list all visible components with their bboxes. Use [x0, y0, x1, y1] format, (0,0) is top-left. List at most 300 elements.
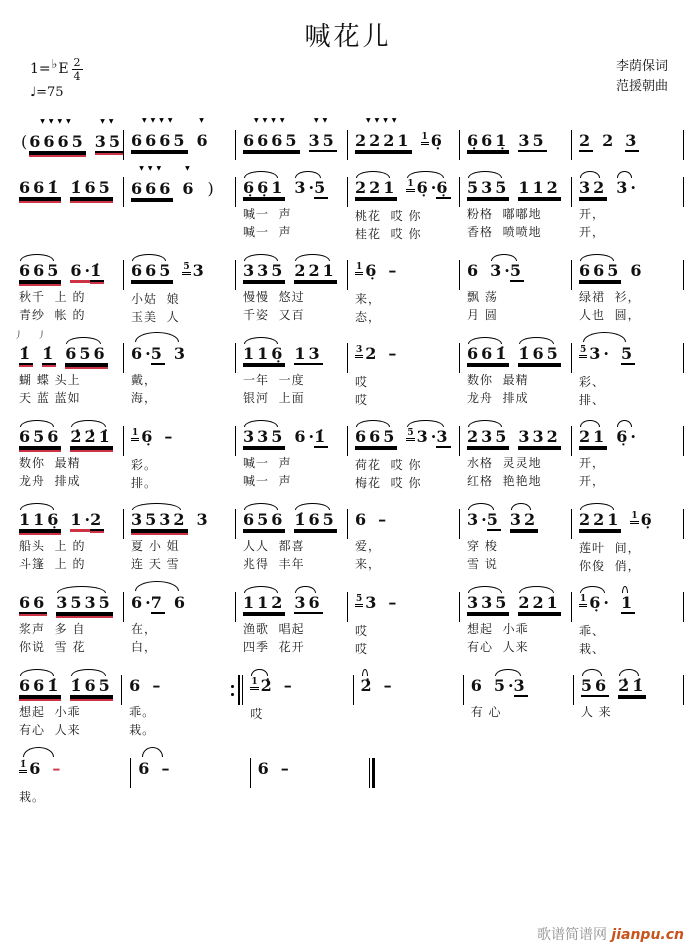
- measure: [460, 496, 571, 574]
- measure: [236, 496, 347, 574]
- lyric-row-2: 开，: [579, 224, 606, 239]
- beat-slur: [243, 593, 286, 612]
- note-group: 656: [65, 344, 108, 363]
- accent-marks: ▼▼: [100, 118, 118, 125]
- beat: [152, 676, 164, 695]
- measure: [12, 330, 123, 408]
- note-group: –: [152, 676, 164, 695]
- beat-slur: [620, 593, 636, 612]
- notation-row: [577, 579, 636, 623]
- score: [10, 115, 686, 807]
- measure: [348, 496, 459, 574]
- lyric-row-1: 彩。: [131, 458, 158, 472]
- grace-note: 1: [250, 678, 258, 690]
- beat-slur: [618, 676, 647, 695]
- lyric-row-1: 蝴 蝶 头上: [19, 372, 81, 387]
- beat-slur: [243, 344, 286, 363]
- beat: [173, 593, 188, 612]
- note-group: 2̇1̇: [618, 676, 647, 695]
- note-group: 112: [518, 178, 561, 197]
- notation-row: [577, 117, 640, 159]
- note-group: 656: [243, 510, 286, 529]
- measure: [348, 330, 459, 410]
- accent-marks: ▼▼▼▼: [40, 118, 75, 125]
- lyric-row-1: 浆声 多 自: [19, 621, 86, 636]
- beat: [129, 676, 144, 695]
- beat: [294, 427, 329, 446]
- beat: [579, 344, 612, 365]
- note-group: 6: [29, 759, 44, 778]
- lyric-row-1: 荷花 哎 你: [355, 458, 422, 472]
- beat: [518, 427, 561, 446]
- note-group: 1̇65: [294, 510, 337, 529]
- notation-row: [256, 745, 293, 787]
- beat-slur: [243, 178, 286, 197]
- beat-slur: [467, 427, 510, 446]
- measure: [348, 164, 459, 244]
- beat: [518, 178, 561, 197]
- beat-slur: [467, 178, 510, 197]
- watermark-url: jianpu.cn: [611, 927, 684, 943]
- note-group: 32: [509, 510, 539, 529]
- lyric-row-1: 爱，: [355, 538, 382, 553]
- note-group: 5: [150, 344, 165, 363]
- system-line-7: [12, 579, 684, 659]
- lyric-row-1: 哎: [355, 375, 369, 389]
- repeat-barline: [231, 675, 243, 705]
- measure: [348, 117, 459, 161]
- note-group: 6̣6̣1: [243, 178, 286, 197]
- measure: [572, 117, 683, 159]
- lyric-row-2: 龙舟 排成: [19, 473, 81, 488]
- beat: [70, 261, 105, 280]
- beat: [131, 427, 156, 448]
- note-group: 3: [173, 344, 188, 363]
- lyric-row-2: 态，: [355, 310, 382, 324]
- beat-slur: [70, 427, 113, 446]
- close-paren: ): [207, 179, 214, 198]
- note-group: 2: [602, 131, 617, 150]
- beat-slur: [467, 593, 510, 612]
- measure: [236, 413, 347, 491]
- note-group: 665: [131, 261, 174, 280]
- beat: [620, 344, 636, 363]
- system-line-1: [12, 117, 684, 161]
- note-group: 1̇ 丿: [14, 331, 34, 363]
- beat: [467, 131, 510, 150]
- note-group: 3: [625, 131, 640, 150]
- accent-marks: ▼▼: [314, 117, 332, 124]
- beat: [70, 510, 105, 529]
- beat: [70, 178, 113, 197]
- lyric-row-2: 连 天 雪: [131, 556, 180, 571]
- note-group: 6·: [294, 427, 318, 446]
- measure: [124, 164, 235, 243]
- notation-row-tie: [17, 745, 64, 789]
- measure: [572, 330, 683, 410]
- note-group: 2̇: [260, 676, 275, 695]
- notation-row: [465, 579, 562, 621]
- beat: [579, 131, 594, 150]
- notation-row: [577, 164, 640, 206]
- note-group: 221: [518, 593, 561, 612]
- notation-row: [465, 413, 562, 455]
- measure: [236, 579, 347, 657]
- notation-row: [17, 496, 105, 538]
- note-group: 6 ▼: [182, 165, 197, 198]
- note-group: 5·: [493, 676, 517, 695]
- bar-thick: [372, 758, 375, 788]
- note-group: 3·: [416, 427, 440, 446]
- note-group: 6̣: [436, 178, 451, 197]
- lyric-row-1: 数你 最精: [19, 455, 81, 470]
- note-group: 35: [518, 131, 547, 150]
- lyric-row-1: [138, 789, 143, 801]
- measure: [12, 413, 123, 491]
- notation-row: [579, 662, 648, 704]
- lyric-row-1: 喊一 声: [243, 455, 292, 470]
- note-group: 3535: [56, 593, 113, 612]
- lyric-row-2: 香格 喷喷地: [467, 224, 542, 239]
- beat: [602, 131, 617, 150]
- measure: [236, 247, 347, 325]
- beat-slur: [243, 427, 286, 446]
- note-group: 6̣·: [416, 178, 440, 197]
- note-group: 2: [365, 344, 380, 363]
- notation-row: [241, 413, 329, 455]
- system-line-9: [12, 745, 375, 807]
- notation-row: [577, 247, 646, 289]
- measure: [12, 247, 123, 325]
- lyric-row-2: 桂花 哎 你: [355, 227, 422, 241]
- note-group: 3: [196, 510, 211, 529]
- beat: [94, 118, 124, 151]
- beat: [131, 344, 165, 363]
- bar-thin: [238, 675, 240, 705]
- beat: [378, 510, 390, 529]
- measure: [460, 579, 571, 657]
- note-group: –: [164, 427, 176, 446]
- beat: [19, 593, 48, 612]
- system-line-4: [12, 330, 684, 410]
- lyric-row-2: 梅花 哎 你: [355, 476, 422, 490]
- lyric-row-1: 莲叶 间，: [579, 541, 641, 555]
- beat-slur: [580, 676, 610, 695]
- beat-slur: [70, 676, 113, 695]
- notation-row: [465, 164, 562, 206]
- beat: [182, 261, 207, 282]
- beat: [173, 344, 188, 363]
- barline: [683, 592, 684, 622]
- notation-row: [469, 662, 529, 704]
- beat: [283, 676, 295, 695]
- lyric-row-2: 排。: [131, 476, 158, 490]
- note-group: 2221 ▼▼▼▼: [355, 117, 412, 150]
- notation-row: [129, 117, 212, 159]
- lyric-row-1: 开，: [579, 206, 606, 221]
- notation-row: [465, 330, 562, 372]
- note-group: 3532: [131, 510, 188, 529]
- beat-slur: [250, 676, 275, 697]
- lyric-row-1: 飘 荡: [467, 289, 498, 304]
- lyric-row-2: 雪 说: [467, 556, 498, 571]
- measure: [124, 579, 235, 657]
- notation-row: [353, 579, 400, 623]
- beat: [518, 131, 547, 150]
- lyric-row-1: 人 来: [580, 704, 612, 719]
- notation-row: [17, 413, 114, 455]
- lyric-row-1: [131, 209, 136, 221]
- lyric-row-2: 你俊 俏，: [579, 559, 641, 573]
- note-group: 3·: [616, 178, 639, 197]
- lyric-row-2: 栽。: [129, 722, 156, 737]
- note-group: 7: [150, 593, 165, 612]
- note-group: 66: [19, 593, 48, 612]
- beat-slur: [579, 261, 622, 280]
- note-group: 112: [243, 593, 286, 612]
- note-group: 35 ▼▼: [94, 118, 124, 151]
- note-group: 5: [314, 178, 329, 197]
- note-group: 6·: [70, 261, 94, 280]
- beat: [14, 331, 34, 363]
- notation-row-tie: [577, 330, 636, 374]
- lyric-row-1: 哎: [355, 624, 369, 638]
- beat: [138, 759, 153, 778]
- beat: [421, 131, 445, 152]
- beat: [280, 759, 292, 778]
- note-group: 6665 ▼▼▼▼: [131, 117, 188, 150]
- beat: [131, 593, 165, 612]
- lyric-row-2: [361, 724, 366, 736]
- beat-slur: [579, 593, 612, 614]
- note-group: 6: [467, 261, 482, 280]
- measure: [12, 496, 123, 574]
- notation-row: [14, 330, 109, 372]
- lyric-row-2: 哎: [355, 642, 369, 656]
- beat-slur: [406, 427, 451, 448]
- notation-row: [17, 247, 105, 289]
- notation-row: [17, 117, 124, 160]
- note-group: 6: [470, 676, 485, 695]
- note-group: 5: [620, 344, 636, 363]
- beat: [630, 261, 645, 280]
- notation-row: [465, 496, 539, 538]
- beat-slur: [243, 261, 286, 280]
- measure: [572, 164, 683, 242]
- note-group: 1: [620, 593, 636, 612]
- lyric-row-1: 想起 小乖: [467, 621, 529, 636]
- grace-note: 3: [355, 346, 363, 358]
- note-group: 3·: [294, 178, 318, 197]
- note-group: 1̇65: [70, 178, 113, 197]
- lyric-row-1: 绿裙 衫，: [579, 289, 641, 304]
- lyric-row-2: 海，: [131, 390, 158, 405]
- grace-note: 1: [579, 595, 587, 607]
- lyric-row-1: 开，: [579, 455, 606, 470]
- notation-row: [241, 164, 329, 206]
- beat: [131, 117, 188, 150]
- beat: [37, 331, 57, 363]
- lyric-row-2: 来，: [355, 556, 382, 571]
- lyric-row-2: 斗篷 上 的: [19, 556, 86, 571]
- measure: [12, 745, 130, 807]
- notation-row: [465, 117, 548, 159]
- notation-row: [127, 662, 164, 704]
- note-group: 6: [173, 593, 188, 612]
- beat: [161, 759, 173, 778]
- note-group: 6665 ▼▼▼▼: [29, 118, 86, 151]
- barline: [683, 177, 684, 207]
- notation-row: [577, 496, 656, 540]
- grace-note: 1: [421, 133, 429, 145]
- time-signature: [72, 57, 83, 82]
- measure: [572, 413, 683, 491]
- ornament-mark: 丿: [14, 331, 27, 341]
- note-group: 661̇: [19, 178, 62, 197]
- lyric-row-2: 千姿 又百: [243, 307, 305, 322]
- note-group: 3·: [467, 510, 490, 529]
- note-group: 221: [355, 178, 398, 197]
- beat: [630, 510, 655, 531]
- beat-slur: [616, 178, 639, 197]
- note-group: 335: [467, 593, 510, 612]
- measure: [122, 662, 231, 740]
- barline: [683, 426, 684, 456]
- grace-note: 1: [355, 263, 363, 275]
- beat-slur: [509, 510, 539, 529]
- note-group: 6̣61̣: [467, 131, 510, 150]
- lyric-row-2: [131, 227, 136, 239]
- note-group: 335: [243, 261, 286, 280]
- beat-slur: [19, 427, 62, 446]
- notation-row: [241, 117, 338, 159]
- measure: [348, 413, 459, 493]
- lyric-row-1: 一年 一度: [243, 372, 305, 387]
- lyric-row-2: 白，: [131, 639, 158, 654]
- note-group: 1̇: [314, 427, 329, 446]
- measure: [572, 247, 683, 325]
- lyric-row-2: [581, 724, 586, 736]
- notation-row: [353, 330, 400, 374]
- grace-note: 1: [630, 512, 638, 524]
- ornament-mark: 丿: [37, 331, 50, 341]
- lyric-row-2: 人也 圆，: [579, 307, 641, 322]
- system-line-8: [12, 662, 684, 742]
- time-top: 2: [73, 56, 81, 69]
- note-group: 661̇: [19, 676, 62, 695]
- lyric-row-1: [361, 706, 366, 718]
- notation-row: [248, 662, 295, 706]
- beat: [19, 178, 62, 197]
- measure: [12, 662, 121, 740]
- measure: [460, 164, 571, 242]
- note-group: –: [388, 593, 400, 612]
- note-group: 1̇ 丿: [37, 331, 57, 363]
- note-group: 6̣·: [616, 427, 639, 446]
- note-group: 3: [365, 593, 380, 612]
- note-group: 235: [467, 427, 510, 446]
- lyric-row-1: 戴，: [131, 372, 158, 387]
- measure: [12, 579, 123, 657]
- barline: [683, 260, 684, 290]
- note-group: –: [280, 759, 292, 778]
- measure: [124, 496, 235, 574]
- notation-row: [241, 247, 338, 289]
- beat: [388, 344, 400, 363]
- note-group: 5: [509, 261, 524, 280]
- note-group: 56: [580, 676, 610, 695]
- lyric-row-2: 栽、: [579, 642, 606, 656]
- measure: [12, 164, 123, 242]
- note-group: 13: [294, 344, 323, 363]
- notation-row: [17, 579, 114, 621]
- measure: [124, 330, 235, 408]
- beat: [467, 261, 482, 280]
- measure: [251, 745, 369, 805]
- note-group: 6: [630, 261, 645, 280]
- beat: [294, 344, 323, 363]
- key-letter: E: [58, 61, 69, 78]
- lyric-row-1: 乖、: [579, 624, 606, 638]
- beat: [257, 759, 272, 778]
- key-prefix: 1=: [30, 61, 51, 78]
- grace-note: 1: [406, 180, 414, 192]
- lyric-row-1: 慢慢 悠过: [243, 289, 305, 304]
- accent-marks: ▼▼▼▼: [254, 117, 289, 124]
- beat-slur: [579, 510, 622, 529]
- lyric-row-2: [250, 726, 255, 738]
- lyric-row-2: 有心 人来: [19, 722, 81, 737]
- note-group: 6̣: [640, 510, 655, 529]
- beat-slur: [616, 427, 639, 446]
- note-group: –: [378, 510, 390, 529]
- lyric-row-2: 银河 上面: [243, 390, 305, 405]
- lyric-row-2: 龙舟 排成: [467, 390, 529, 405]
- lyric-row-1: [258, 789, 263, 801]
- notation-row-tie: [129, 330, 189, 372]
- lyric-row-2: 你说 雪 花: [19, 639, 86, 654]
- lyric-row-1: [19, 208, 24, 220]
- note-group: 36: [294, 593, 323, 612]
- lyric-row-2: 有心 人来: [467, 639, 529, 654]
- repeat-dots: [231, 685, 234, 696]
- beat: [308, 117, 337, 150]
- quarter-note-icon: ♩: [30, 85, 37, 100]
- system-line-2: [12, 164, 684, 244]
- beat-slur: [294, 178, 329, 197]
- lyric-row-1: 小姑 娘: [131, 292, 180, 306]
- note-group: –: [388, 261, 400, 280]
- beat-slur: [518, 593, 561, 612]
- final-barline: [369, 758, 375, 788]
- time-bottom: 4: [73, 70, 81, 83]
- notation-row: [241, 579, 324, 621]
- lyric-row-2: 喊一 声: [243, 224, 292, 239]
- note-group: 1·: [70, 510, 94, 529]
- note-group: 665: [355, 427, 398, 446]
- note-group: 21: [579, 427, 608, 446]
- note-group: 6·: [131, 593, 154, 612]
- beat-slur: [355, 427, 398, 446]
- beat-slur: [19, 510, 62, 529]
- lyric-row-2: 排、: [579, 393, 606, 407]
- lyric-row-2: 开，: [579, 473, 606, 488]
- notation-row: [353, 496, 390, 538]
- beat-slur: [243, 510, 286, 529]
- notation-row: [241, 330, 324, 372]
- note-group: 116̣: [243, 344, 286, 363]
- lyric-row-1: 水格 灵灵地: [467, 455, 542, 470]
